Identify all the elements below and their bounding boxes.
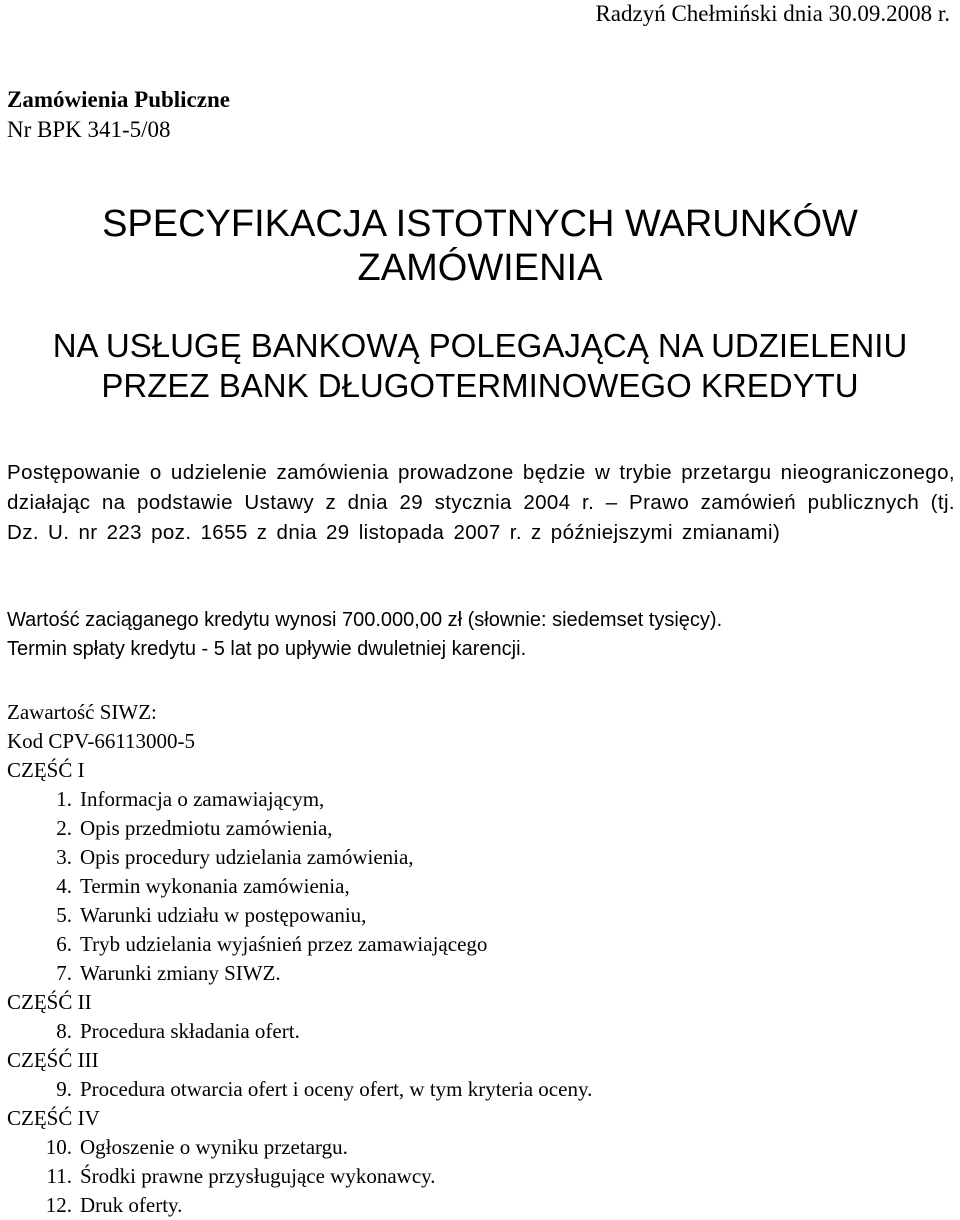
contents-part-label: CZĘŚĆ III <box>7 1048 99 1072</box>
contents-item-text: Ogłoszenie o wyniku przetargu. <box>80 1135 348 1159</box>
place-and-date: Radzyń Chełmiński dnia 30.09.2008 r. <box>595 1 950 26</box>
contents-item-number: 5. <box>56 903 72 927</box>
contents-item <box>7 872 955 901</box>
contents-item-number: 7. <box>56 961 72 985</box>
cpv-code: Kod CPV-66113000-5 <box>7 729 196 753</box>
loan-repayment-term: Termin spłaty kredytu - 5 lat po upływie dwuletniej karencji. <box>7 638 527 660</box>
loan-details <box>7 606 955 664</box>
contents-item <box>7 1133 955 1162</box>
contents-item-number: 8. <box>56 1019 72 1043</box>
contents-item <box>7 1162 955 1191</box>
document-title-line-2: ZAMÓWIENIA <box>357 247 603 289</box>
contents-item <box>7 1075 955 1104</box>
document-subtitle-line-2: PRZEZ BANK DŁUGOTERMINOWEGO KREDYTU <box>101 367 859 404</box>
contents-item <box>7 814 955 843</box>
procedure-paragraph: Postępowanie o udzielenie zamówienia prowadzone będzie w trybie przetargu nieograniczonego, działając na podstawie Ustawy z dnia 29 stycznia 2004 r. – Prawo zamówień publicznych (tj. Dz. U. nr 223 poz. 1655 z dnia 29 listopada 2007 r. z późniejszymi zmianami) <box>7 461 955 544</box>
contents-item-text: Termin wykonania zamówienia, <box>80 874 350 898</box>
contents-item-text: Środki prawne przysługujące wykonawcy. <box>80 1164 436 1188</box>
contents-item-number: 4. <box>56 874 72 898</box>
contents-part-label: CZĘŚĆ IV <box>7 1106 100 1130</box>
reference-number: Nr BPK 341-5/08 <box>7 117 171 142</box>
contents-item-number: 12. <box>45 1193 72 1217</box>
contents-item <box>7 1191 955 1220</box>
contents-item-number: 3. <box>56 845 72 869</box>
loan-value: Wartość zaciąganego kredytu wynosi 700.000,00 zł (słownie: siedemset tysięcy). <box>7 609 723 631</box>
contents-item-number: 6. <box>56 932 72 956</box>
contents-item <box>7 843 955 872</box>
contents-item-number: 9. <box>56 1077 72 1101</box>
contents-item <box>7 930 955 959</box>
document-subtitle <box>0 326 960 406</box>
contents-item <box>7 901 955 930</box>
document-title-line-1: SPECYFIKACJA ISTOTNYCH WARUNKÓW <box>102 203 858 245</box>
contents-item-text: Warunki zmiany SIWZ. <box>80 961 281 985</box>
contents-item-text: Tryb udzielania wyjaśnień przez zamawiającego <box>80 932 488 956</box>
contents-item-text: Procedura otwarcia ofert i oceny ofert, w tym kryteria oceny. <box>80 1077 593 1101</box>
contents-part-label: CZĘŚĆ II <box>7 990 92 1014</box>
office-name: Zamówienia Publiczne <box>7 87 230 112</box>
contents-item <box>7 785 955 814</box>
contents-item <box>7 959 955 988</box>
contents-part-label: CZĘŚĆ I <box>7 758 85 782</box>
document-title <box>0 202 960 290</box>
contents-item-text: Opis procedury udzielania zamówienia, <box>80 845 414 869</box>
issuing-office <box>7 85 230 145</box>
contents-item-number: 10. <box>45 1135 72 1159</box>
contents-item-text: Procedura składania ofert. <box>80 1019 300 1043</box>
contents-item-text: Informacja o zamawiającym, <box>80 787 325 811</box>
contents-item <box>7 1017 955 1046</box>
contents-heading: Zawartość SIWZ: <box>7 700 157 724</box>
contents-item-text: Warunki udziału w postępowaniu, <box>80 903 367 927</box>
contents-item-number: 11. <box>46 1164 72 1188</box>
document-subtitle-line-1: NA USŁUGĘ BANKOWĄ POLEGAJĄCĄ NA UDZIELENIU <box>52 327 908 364</box>
contents-parts <box>7 756 955 1220</box>
contents-item-number: 2. <box>56 816 72 840</box>
contents-item-text: Druk oferty. <box>80 1193 183 1217</box>
contents-item-number: 1. <box>56 787 72 811</box>
table-of-contents <box>7 698 955 1220</box>
contents-item-text: Opis przedmiotu zamówienia, <box>80 816 333 840</box>
